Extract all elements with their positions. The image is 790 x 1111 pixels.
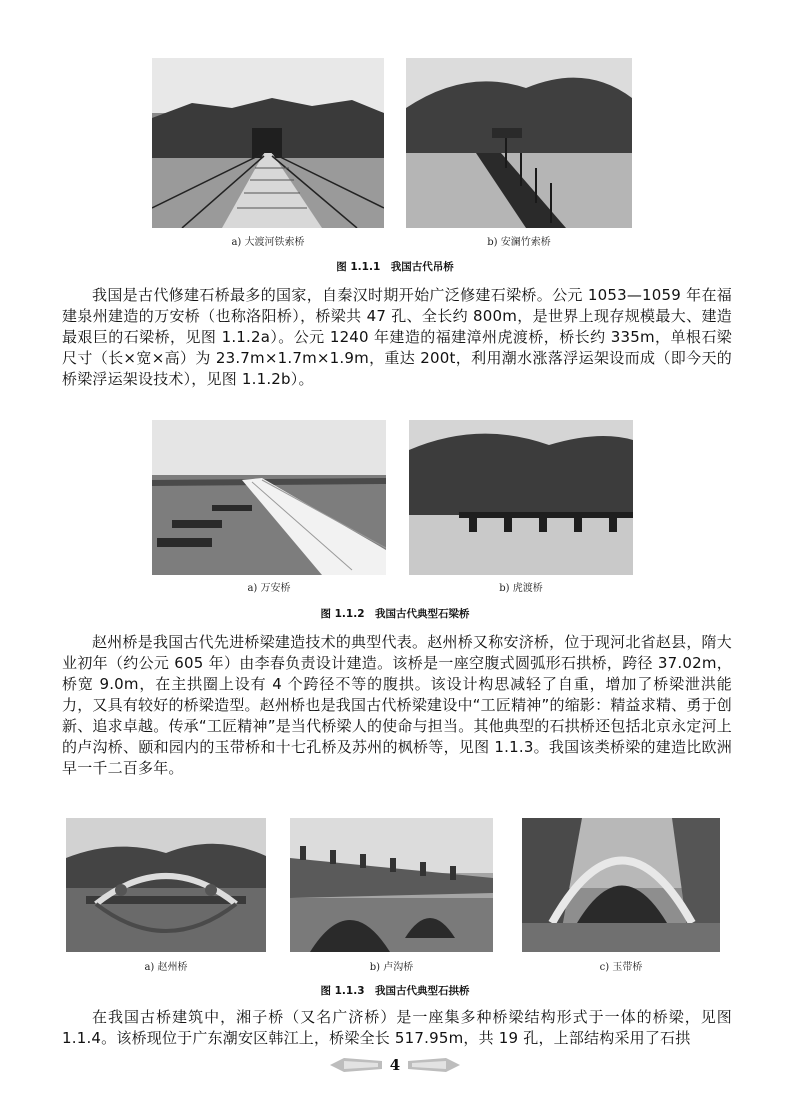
photo-wanan-bridge xyxy=(152,420,386,575)
caption-fig3-c: c) 玉带桥 xyxy=(599,962,643,973)
photo-zhaozhou-bridge xyxy=(66,818,266,952)
caption-fig1-a: a) 大渡河铁索桥 xyxy=(231,237,305,248)
page-number-area xyxy=(0,1056,790,1074)
paragraph-stone-beam-bridges: 我国是古代修建石桥最多的国家，自秦汉时期开始广泛修建石梁桥。公元 1053—1059 年在福建泉州建造的万安桥（也称洛阳桥），桥梁共 47 孔、全长约 800m，是世界上现存规模最大、建造最艰巨的石梁桥，见图 1.1.2a）。公元 1240 年建造的福建漳州虎渡桥，桥长约 335m，单根石梁尺寸（长×宽×高）为 23.7m×1.7m×1.9m，重达 200t，利用潮水涨落浮运架设而成（即今天的桥梁浮运架设技术），见图 1.1.2b）。 xyxy=(62,286,732,388)
photo-anlan-bamboo-bridge xyxy=(406,58,632,228)
caption-fig3-b: b) 卢沟桥 xyxy=(369,962,414,973)
figure-title-1-1-3: 图 1.1.3 我国古代典型石拱桥 xyxy=(320,985,470,997)
paragraph-zhaozhou-bridge: 赵州桥是我国古代先进桥梁建造技术的典型代表。赵州桥又称安济桥，位于现河北省赵县，隋大业初年（约公元 605 年）由李春负责设计建造。该桥是一座空腹式圆弧形石拱桥，跨径 37.02m，桥宽 9.0m，在主拱圈上设有 4 个跨径不等的腹拱。该设计构思减轻了自重，增加了桥梁泄洪能力，又具有较好的桥梁造型。赵州桥也是我国古代桥梁建设中“工匠精神”的缩影：精益求精、勇于创新、追求卓越。传承“工匠精神”是当代桥梁人的使命与担当。其他典型的石拱桥还包括北京永定河上的卢沟桥、颐和园内的玉带桥和十七孔桥及苏州的枫桥等，见图 1.1.3。我国该类桥梁的建造比欧洲早一千二百多年。 xyxy=(62,633,732,777)
photo-lugou-bridge xyxy=(290,818,493,952)
photo-dadu-iron-chain-bridge xyxy=(152,58,384,228)
figure-title-1-1-2: 图 1.1.2 我国古代典型石梁桥 xyxy=(320,608,470,620)
photo-yudai-bridge xyxy=(522,818,720,952)
left-arrow-ornament-icon xyxy=(330,1057,382,1073)
figure-title-1-1-1: 图 1.1.1 我国古代吊桥 xyxy=(336,261,454,273)
caption-fig3-a: a) 赵州桥 xyxy=(144,962,188,973)
paragraph-xiangzi-bridge: 在我国古桥建筑中，湘子桥（又名广济桥）是一座集多种桥梁结构形式于一体的桥梁，见图 1.1.4。该桥现位于广东潮安区韩江上，桥梁全长 517.95m，共 19 孔，上部结构采用了石拱 xyxy=(62,1008,732,1047)
caption-fig1-b: b) 安澜竹索桥 xyxy=(487,237,551,248)
photo-hudu-bridge xyxy=(409,420,633,575)
caption-fig2-a: a) 万安桥 xyxy=(247,583,291,594)
caption-fig2-b: b) 虎渡桥 xyxy=(499,583,543,594)
right-arrow-ornament-icon xyxy=(408,1057,460,1073)
page-number: 4 xyxy=(389,1056,401,1074)
